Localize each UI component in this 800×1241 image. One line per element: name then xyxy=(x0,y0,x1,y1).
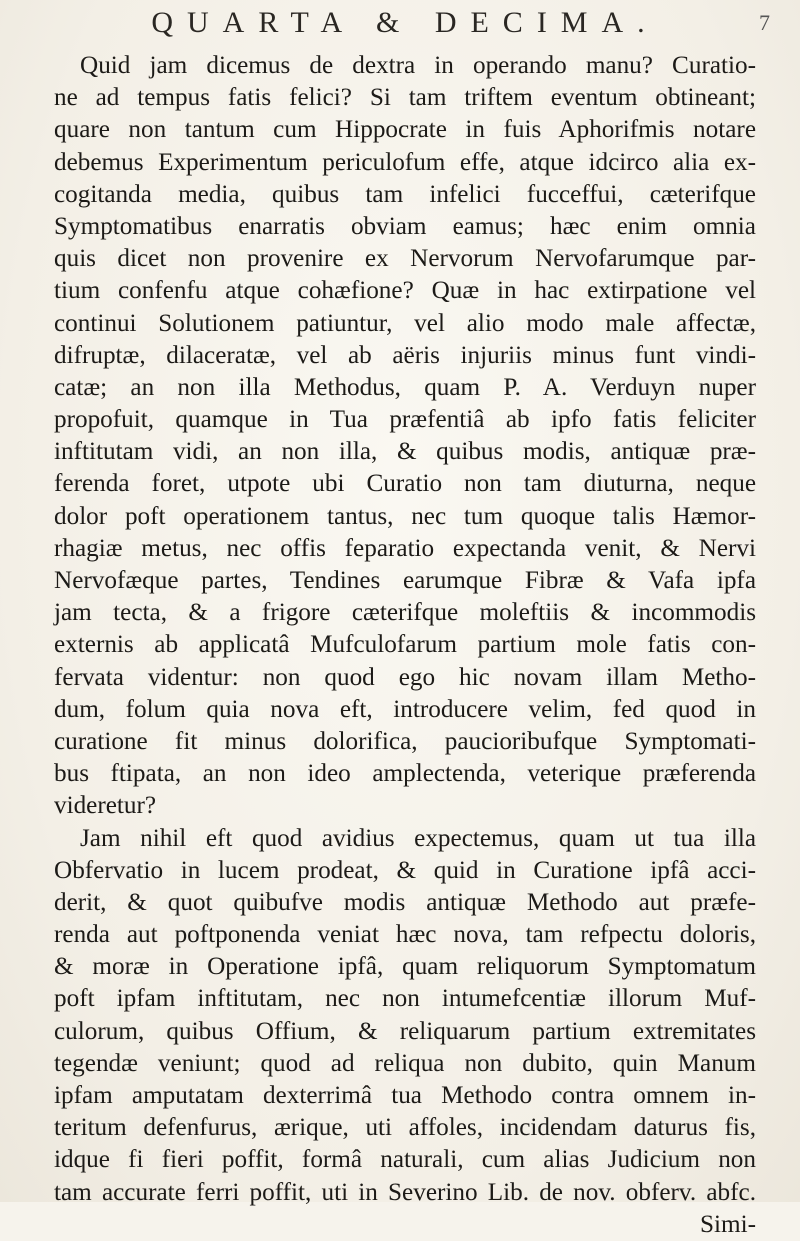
text-line: derit, & quot quibufve modis antiquæ Methodo aut præfe- xyxy=(54,888,756,916)
text-line: externis ab applicatâ Mufculofarum partium mole fatis con- xyxy=(54,631,756,659)
paragraph-1 xyxy=(54,50,756,823)
text-line: ne ad tempus fatis felici? Si tam triftem eventum obtineant; xyxy=(54,84,756,112)
page-mark: 7 xyxy=(759,10,770,35)
text-line: debemus Experimentum periculofum effe, atque idcirco alia ex- xyxy=(54,148,756,176)
catchword: Simi- xyxy=(700,1210,756,1238)
text-line: inftitutam vidi, an non illa, & quibus modis, antiquæ præ- xyxy=(54,438,756,466)
text-line: Nervofæque partes, Tendines earumque Fibræ & Vafa ipfa xyxy=(54,567,756,594)
text-line: renda aut poftponenda veniat hæc nova, tam refpectu doloris, xyxy=(54,921,756,949)
text-line: dum, folum quia nova eft, introducere velim, fed quod in xyxy=(54,695,756,723)
text-line: & moræ in Operatione ipfâ, quam reliquorum Symptomatum xyxy=(54,953,756,981)
text-line: tium confenfu atque cohæfione? Quæ in hac extirpatione vel xyxy=(54,277,756,305)
text-line: quare non tantum cum Hippocrate in fuis Aphorifmis notare xyxy=(54,116,756,144)
text-line: poft ipfam inftitutam, nec non intumefcentiæ illorum Muf- xyxy=(54,985,756,1013)
text-line: teritum defenfurus, ærique, uti affoles, incidendam daturus fis, xyxy=(54,1114,756,1142)
text-line: dolor poft operationem tantus, nec tum quoque talis Hæmor- xyxy=(54,502,756,530)
text-line: Quid jam dicemus de dextra in operando manu? Curatio- xyxy=(80,52,756,79)
text-line: catæ; an non illa Methodus, quam P. A. Verduyn nuper xyxy=(54,373,756,401)
text-line: idque fi fieri poffit, formâ naturali, cum alias Judicium non xyxy=(54,1146,756,1174)
text-line: ferenda foret, utpote ubi Curatio non tam diuturna, neque xyxy=(54,470,756,498)
text-line: fervata videntur: non quod ego hic novam illam Metho- xyxy=(54,663,756,691)
text-line: rhagiæ metus, nec offis feparatio expectanda venit, & Nervi xyxy=(54,534,756,562)
text-line: tam accurate ferri poffit, uti in Severino Lib. de nov. obferv. abfc. xyxy=(54,1178,756,1206)
text-line: tegendæ veniunt; quod ad reliqua non dubito, quin Manum xyxy=(54,1049,756,1077)
text-line: Obfervatio in lucem prodeat, & quid in Curatione ipfâ acci- xyxy=(54,856,756,884)
running-head: QUARTA & DECIMA. xyxy=(151,6,659,39)
text-line: videretur? xyxy=(54,792,157,820)
text-line: culorum, quibus Offium, & reliquarum partium extremitates xyxy=(54,1017,756,1045)
text-line: difruptæ, dilaceratæ, vel ab aëris injuriis minus funt vindi- xyxy=(54,341,756,369)
paragraph-2 xyxy=(54,823,756,1209)
text-line: bus ftipata, an non ideo amplectenda, veterique præferenda xyxy=(54,760,756,788)
text-line: continui Solutionem patiuntur, vel alio modo male affectæ, xyxy=(54,309,756,337)
text-line: Symptomatibus enarratis obviam eamus; hæc enim omnia xyxy=(54,212,756,240)
text-line: quis dicet non provenire ex Nervorum Nervofarumque par- xyxy=(54,245,756,273)
text-line: cogitanda media, quibus tam infelici fucceffui, cæterifque xyxy=(54,180,756,208)
text-line: Jam nihil eft quod avidius expectemus, quam ut tua illa xyxy=(80,824,756,852)
body-text xyxy=(54,50,756,1241)
text-line: propofuit, quamque in Tua præfentiâ ab ipfo fatis feliciter xyxy=(54,406,756,434)
text-line: curatione fit minus dolorifica, paucioribufque Symptomati- xyxy=(54,727,756,755)
text-line: jam tecta, & a frigore cæterifque moleftiis & incommodis xyxy=(54,599,756,627)
text-line: ipfam amputatam dexterrimâ tua Methodo contra omnem in- xyxy=(54,1082,756,1109)
